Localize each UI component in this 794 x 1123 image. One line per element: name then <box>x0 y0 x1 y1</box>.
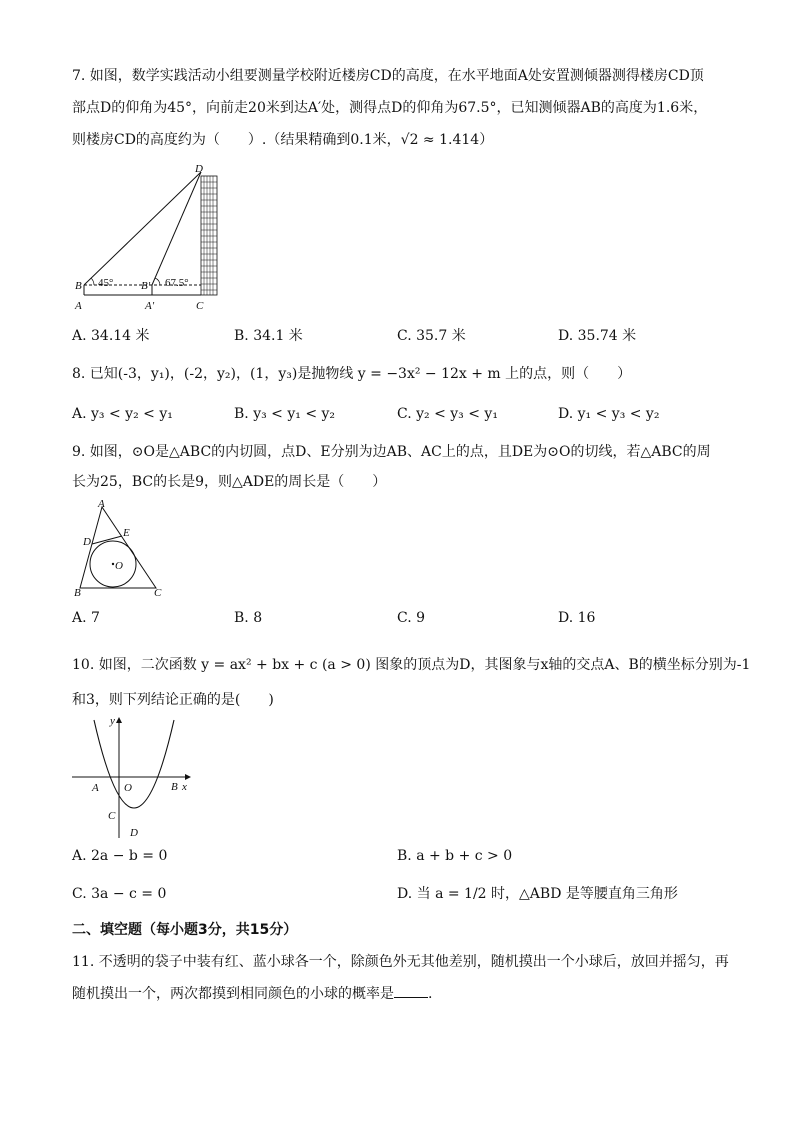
q8-option-b[interactable]: B. y₃ < y₁ < y₂ <box>234 406 336 422</box>
q10-option-d[interactable]: D. 当 a = 1/2 时，△ABD 是等腰直角三角形 <box>397 886 678 902</box>
q9-label-c: C <box>154 587 162 599</box>
q7-figure <box>70 158 230 316</box>
sight-line-b <box>84 172 201 285</box>
q9-line-1: 9. 如图，⊙O是△ABC的内切圆，点D、E分别为边AB、AC上的点，且DE为⊙O的切线，若△ABC的周 <box>72 444 711 460</box>
q10-label-c: C <box>108 810 116 822</box>
q7-label-a: A <box>75 300 82 312</box>
q7-option-b[interactable]: B. 34.1 米 <box>234 328 303 344</box>
q10-option-a[interactable]: A. 2a − b = 0 <box>72 848 168 864</box>
q10-option-c[interactable]: C. 3a − c = 0 <box>72 886 167 902</box>
section-2-title: 二、填空题（每小题3分，共15分） <box>72 922 298 938</box>
q11-line-2 <box>72 984 432 1004</box>
q9-option-d[interactable]: D. 16 <box>558 610 596 626</box>
q8-option-c[interactable]: C. y₂ < y₃ < y₁ <box>397 406 498 422</box>
q10-figure <box>70 712 200 840</box>
q10-label-y: y <box>110 715 115 727</box>
q10-option-b[interactable]: B. a + b + c > 0 <box>397 848 513 864</box>
tangent-de <box>92 536 122 544</box>
q8-option-d[interactable]: D. y₁ < y₃ < y₂ <box>558 406 660 422</box>
q11-answer-blank[interactable] <box>394 984 428 998</box>
q9-label-o: O <box>115 560 123 572</box>
q10-line-1: 10. 如图，二次函数 y = ax² + bx + c (a > 0) 图象的顶点为D，其图象与x轴的交点A、B的横坐标分别为-1 <box>72 657 751 673</box>
q7-line-2: 部点D的仰角为45°，向前走20米到达A′处，测得点D的仰角为67.5°，已知测倾器AB的高度为1.6米， <box>72 100 708 116</box>
q7-option-c[interactable]: C. 35.7 米 <box>397 328 466 344</box>
q11-line-2-text: 随机摸出一个，两次都摸到相同颜色的小球的概率是 <box>72 986 394 1002</box>
q9-label-e: E <box>123 527 130 539</box>
q10-label-d: D <box>130 827 138 839</box>
q10-label-x: x <box>182 781 187 793</box>
sight-line-b2 <box>152 172 201 285</box>
q10-label-o: O <box>124 782 132 794</box>
q10-label-a: A <box>92 782 99 794</box>
q10-label-b: B <box>171 781 178 793</box>
q7-label-d: D <box>195 163 203 175</box>
q11-line-1: 11. 不透明的袋子中装有红、蓝小球各一个，除颜色外无其他差别，随机摸出一个小球后，放回并摇匀，再 <box>72 954 729 970</box>
q7-option-a[interactable]: A. 34.14 米 <box>72 328 150 344</box>
q11-line-2-end: . <box>428 986 433 1002</box>
q7-label-c: C <box>196 300 204 312</box>
q7-option-d[interactable]: D. 35.74 米 <box>558 328 637 344</box>
q7-label-b2: B′ <box>141 280 151 292</box>
q7-line-1: 7. 如图，数学实践活动小组要测量学校附近楼房CD的高度，在水平地面A处安置测倾器测得楼房CD顶 <box>72 68 704 84</box>
parabola-curve <box>94 720 174 808</box>
q8-option-a[interactable]: A. y₃ < y₂ < y₁ <box>72 406 173 422</box>
q7-angle-45: 45° <box>98 277 114 289</box>
q7-angle-675: 67.5° <box>165 277 189 289</box>
center-o <box>112 563 114 565</box>
q8-line-1: 8. 已知(-3，y₁)，(-2，y₂)，(1，y₃)是抛物线 y = −3x² − 12x + m 上的点，则（ ） <box>72 366 632 382</box>
q9-label-a: A <box>98 498 105 510</box>
q7-line-3: 则楼房CD的高度约为（ ）.（结果精确到0.1米，√2 ≈ 1.414） <box>72 132 494 148</box>
q9-label-d: D <box>83 536 91 548</box>
q9-option-c[interactable]: C. 9 <box>397 610 426 626</box>
triangle-abc <box>80 507 156 588</box>
q9-option-a[interactable]: A. 7 <box>72 610 100 626</box>
q9-label-b: B <box>74 587 81 599</box>
q7-label-a2: A′ <box>145 300 155 312</box>
q9-option-b[interactable]: B. 8 <box>234 610 263 626</box>
q10-line-2: 和3，则下列结论正确的是( ) <box>72 692 274 708</box>
q7-label-b: B <box>75 280 82 292</box>
q9-line-2: 长为25，BC的长是9，则△ADE的周长是（ ） <box>72 474 387 490</box>
q9-figure <box>70 498 170 600</box>
